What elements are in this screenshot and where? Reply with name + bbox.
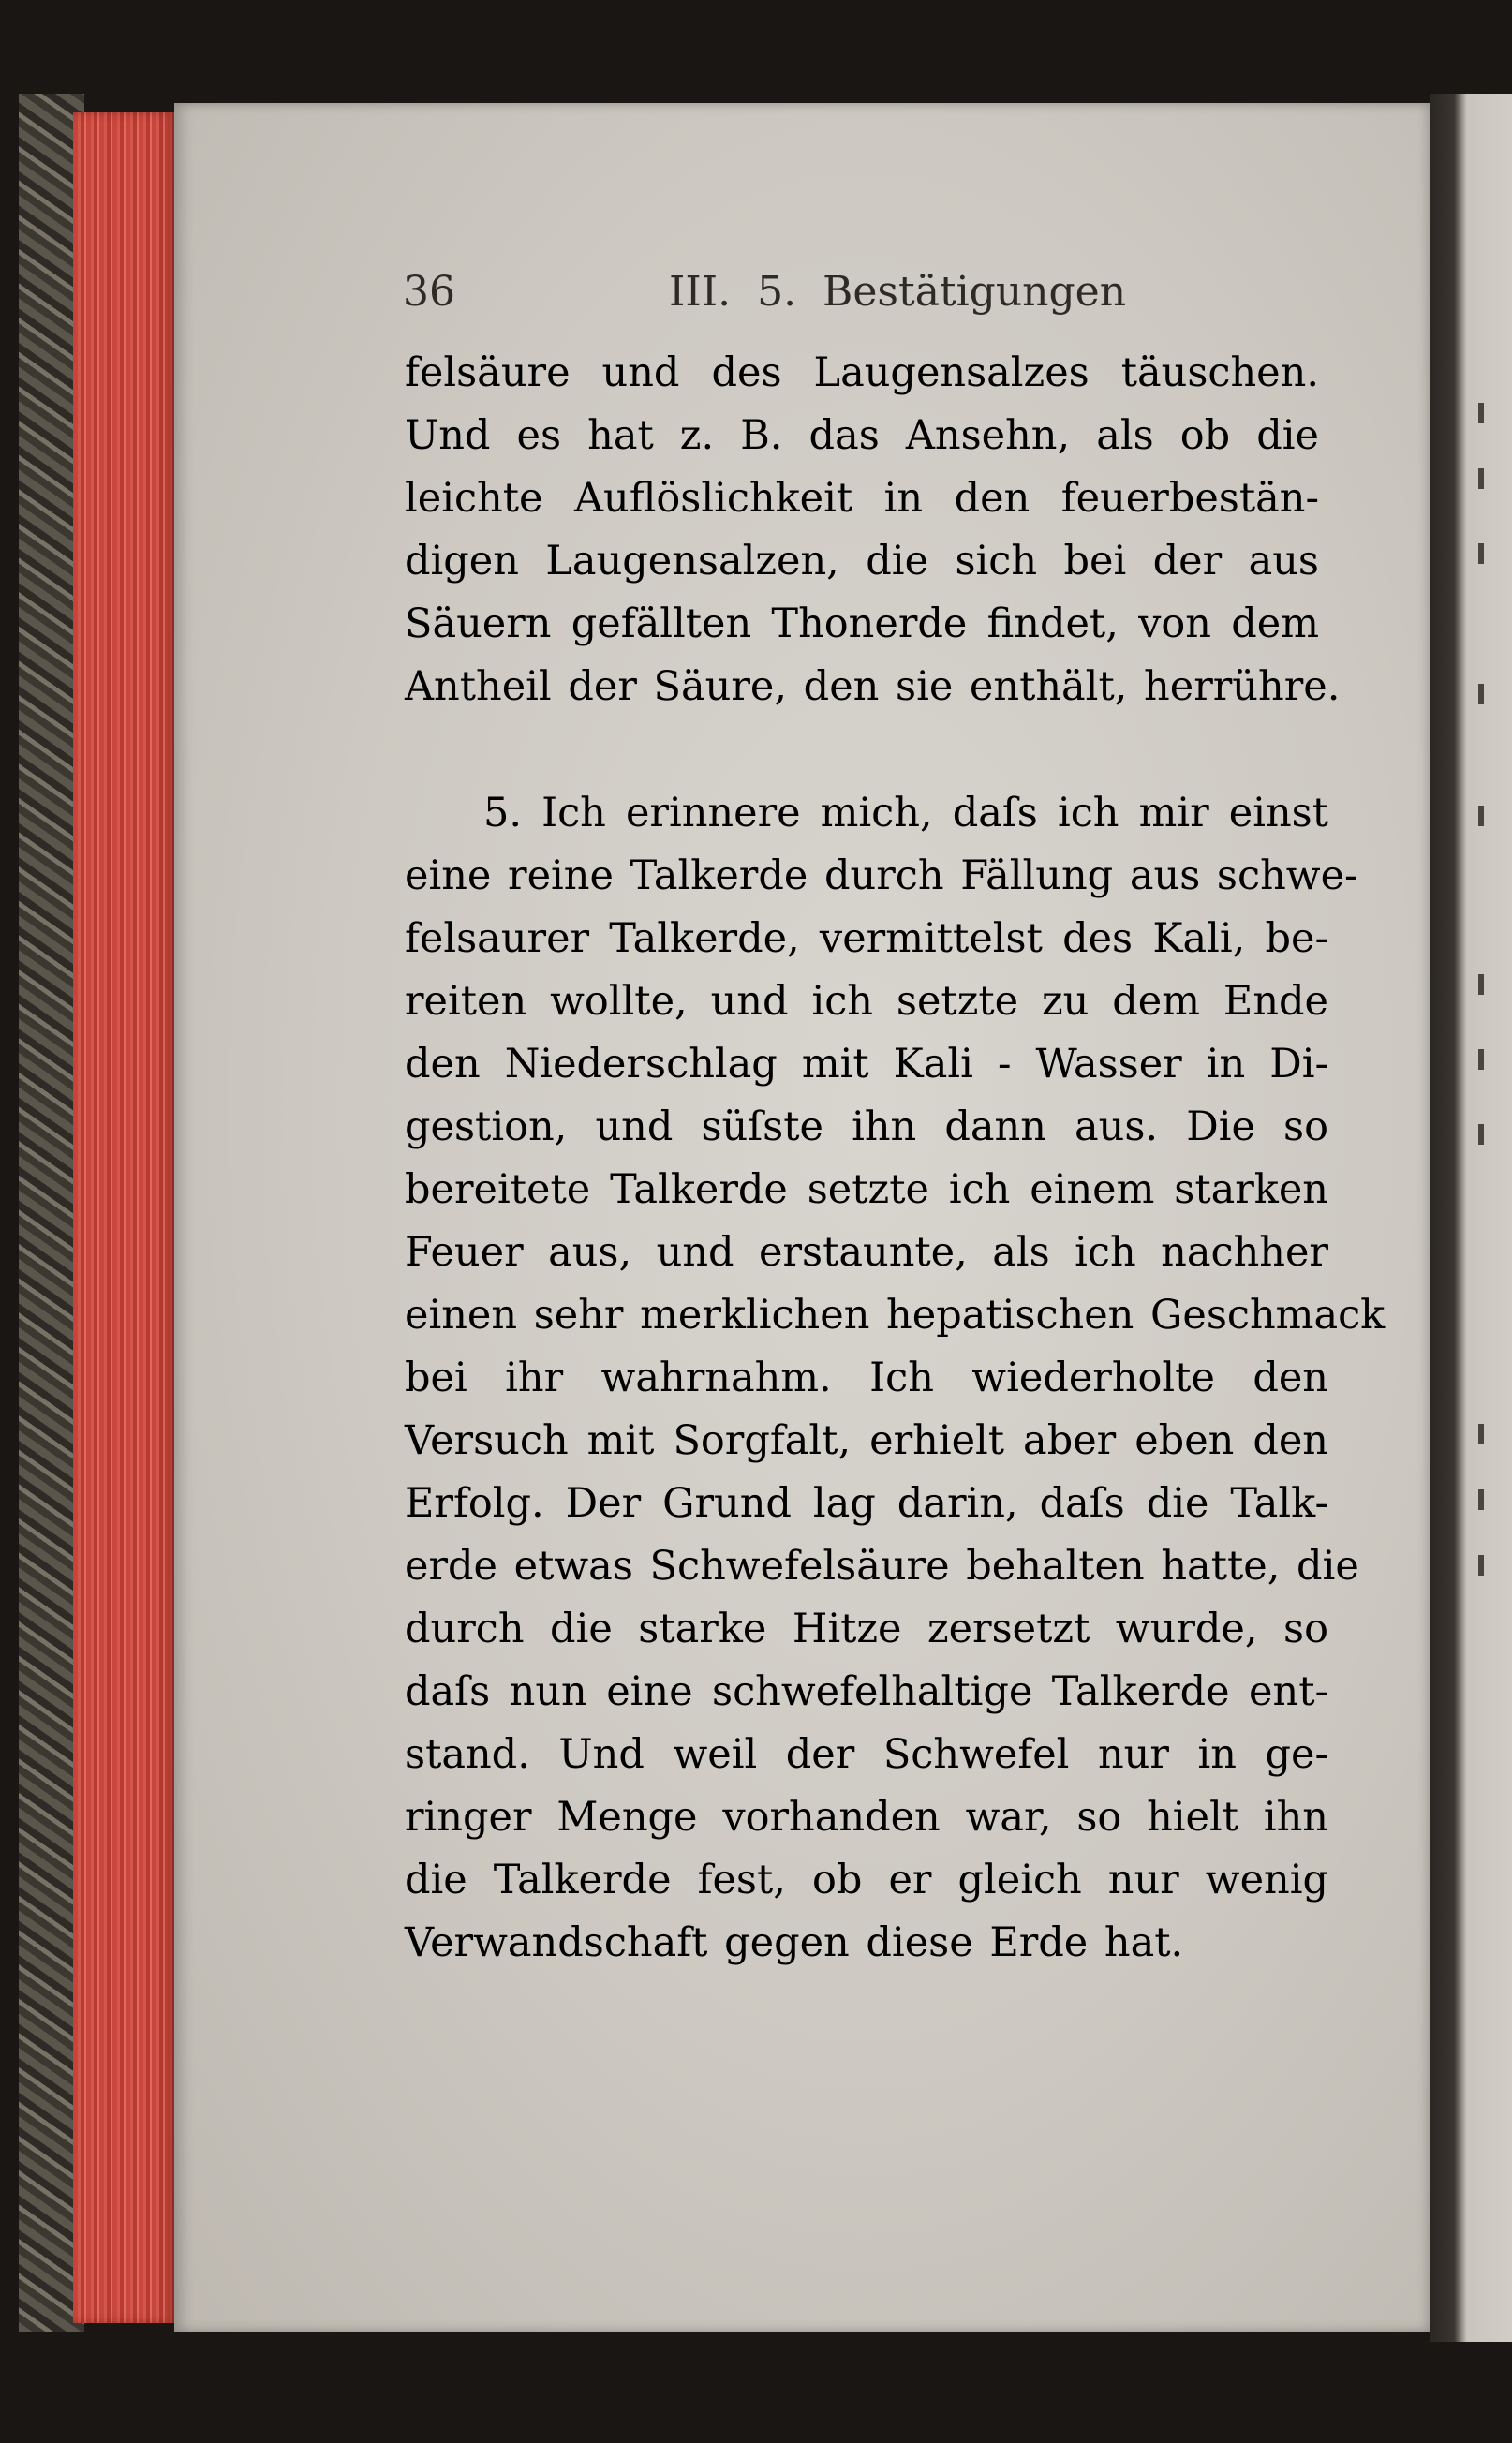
- text-line: felsäure und des Laugensalzes täuschen.: [405, 349, 1319, 396]
- edge-mark: [1478, 543, 1484, 564]
- text-line: erde etwas Schwefelsäure behalten hatte, die: [405, 1543, 1359, 1590]
- text-line: Verwandschaft gegen diese Erde hat.: [405, 1919, 1184, 1966]
- text-line: felsaurer Talkerde, vermittelst des Kali, be-: [405, 915, 1328, 962]
- text-line: Feuer aus, und erstaunte, als ich nachher: [405, 1229, 1328, 1276]
- edge-mark: [1478, 974, 1484, 995]
- edge-mark: [1478, 806, 1484, 826]
- text-line: digen Laugensalzen, die sich bei der aus: [405, 538, 1319, 585]
- edge-mark: [1478, 1489, 1484, 1510]
- text-line: Antheil der Säure, den sie enthält, herrühre.: [405, 663, 1341, 710]
- text-line: daſs nun eine schwefelhaltige Talkerde ent-: [405, 1668, 1328, 1715]
- edge-mark: [1478, 684, 1484, 704]
- red-page-edge: [73, 112, 174, 2323]
- page-number: 36: [403, 268, 455, 316]
- text-line: Erfolg. Der Grund lag darin, daſs die Talk-: [405, 1480, 1328, 1527]
- text-line: durch die starke Hitze zersetzt wurde, so: [405, 1606, 1328, 1652]
- text-line: gestion, und süſste ihn dann aus. Die so: [405, 1103, 1328, 1150]
- text-line: reiten wollte, und ich setzte zu dem Ende: [405, 978, 1328, 1025]
- facing-page-edge: [1430, 94, 1512, 2342]
- edge-mark: [1478, 1424, 1484, 1444]
- text-line: den Niederschlag mit Kali - Wasser in Di-: [405, 1041, 1328, 1088]
- edge-mark: [1478, 468, 1484, 489]
- edge-mark: [1478, 1124, 1484, 1145]
- text-line: Versuch mit Sorgfalt, erhielt aber eben den: [405, 1417, 1328, 1464]
- text-line: bereitete Talkerde setzte ich einem starken: [405, 1166, 1328, 1213]
- edge-mark: [1478, 403, 1484, 423]
- text-line: eine reine Talkerde durch Fällung aus schwe-: [405, 852, 1358, 899]
- edge-mark: [1478, 1555, 1484, 1576]
- running-header: [234, 251, 1340, 326]
- text-line: leichte Auflöslichkeit in den feuerbestän-: [405, 475, 1319, 522]
- text-line: 5. Ich erinnere mich, daſs ich mir einst: [483, 790, 1328, 837]
- text-line: die Talkerde fest, ob er gleich nur wenig: [405, 1857, 1328, 1903]
- text-line: stand. Und weil der Schwefel nur in ge-: [405, 1731, 1328, 1778]
- running-title: III. 5. Bestätigungen: [669, 268, 1127, 316]
- text-line: ringer Menge vorhanden war, so hielt ihn: [405, 1794, 1328, 1841]
- text-line: bei ihr wahrnahm. Ich wiederholte den: [405, 1355, 1328, 1401]
- edge-mark: [1478, 1049, 1484, 1070]
- text-line: einen sehr merklichen hepatischen Geschmack: [405, 1292, 1386, 1339]
- text-line: Säuern gefällten Thonerde findet, von dem: [405, 600, 1319, 647]
- text-line: Und es hat z. B. das Ansehn, als ob die: [405, 412, 1319, 459]
